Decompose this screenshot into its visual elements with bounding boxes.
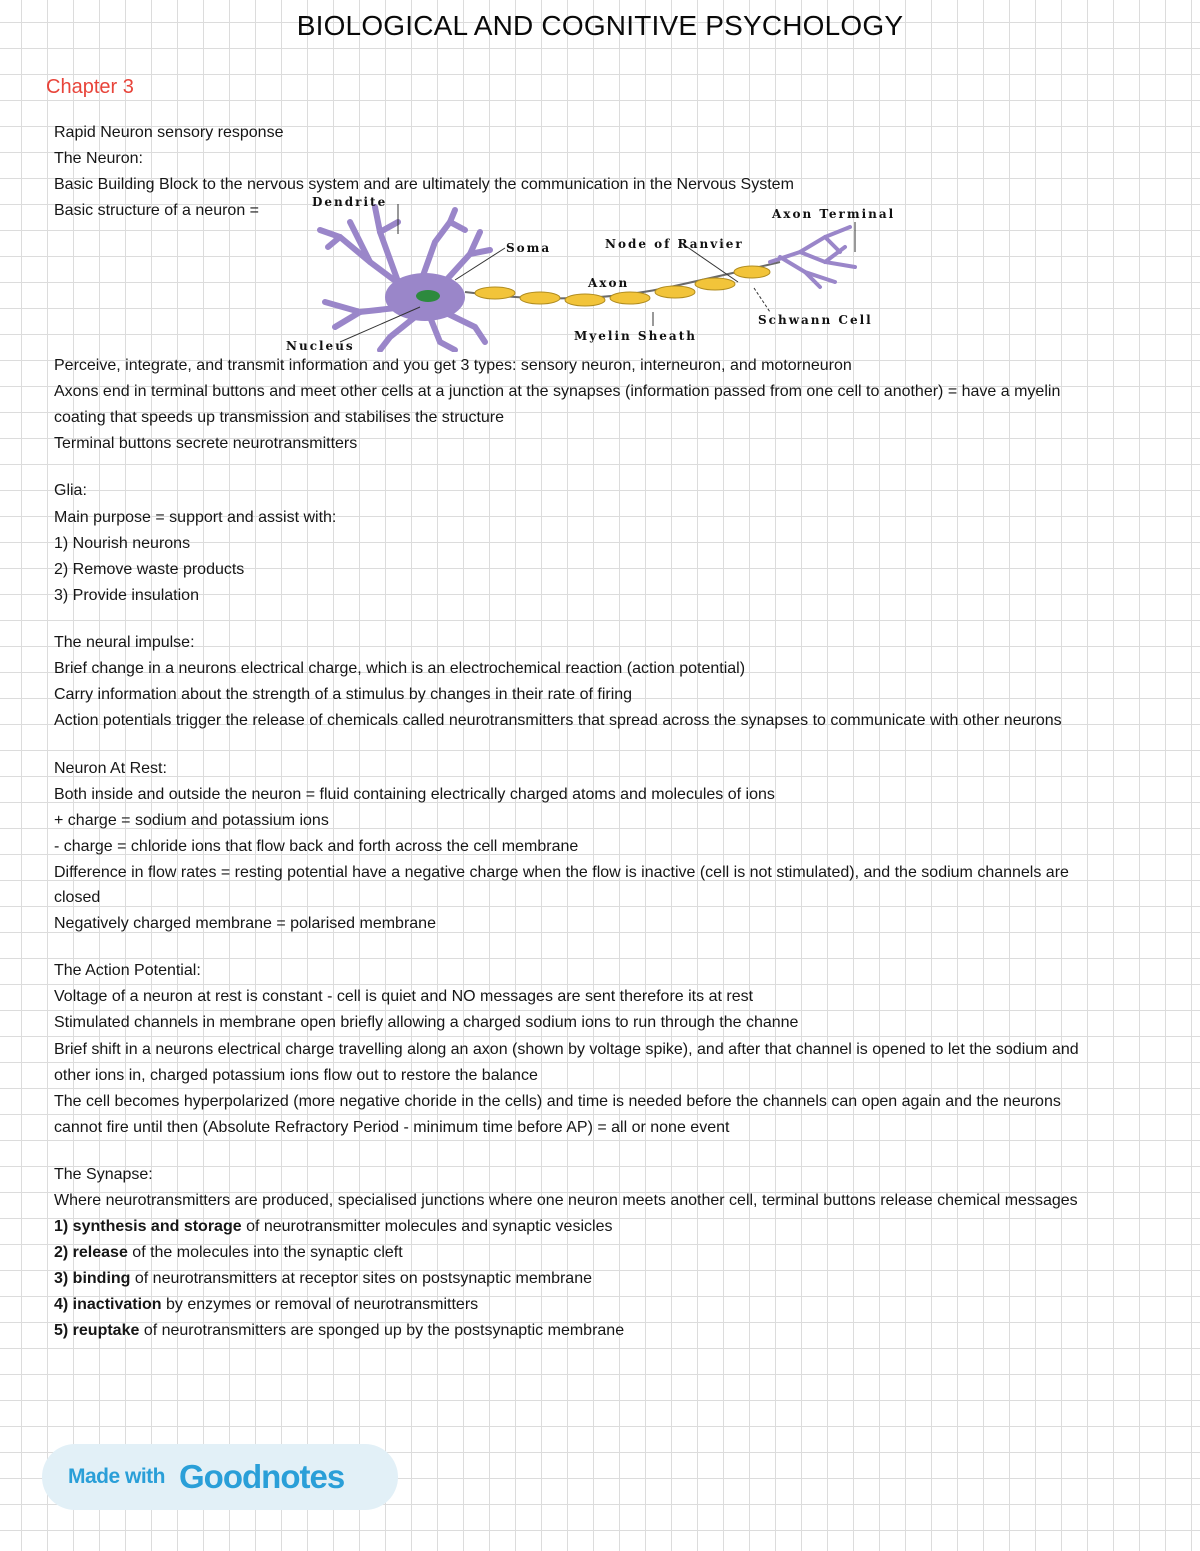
- text-line: Axons end in terminal buttons and meet other cells at a junction at the synapses (information passed from one cell to another) = have a myelin: [54, 383, 1061, 400]
- text-line: The cell becomes hyperpolarized (more negative choride in the cells) and time is needed before the channels can open again and the neurons: [54, 1093, 1061, 1110]
- list-item-desc: by enzymes or removal of neurotransmitters: [161, 1296, 479, 1313]
- text-line: Difference in flow rates = resting potential have a negative charge when the flow is inactive (cell is not stimulated), and the sodium channels are: [54, 864, 1069, 881]
- text-line: Negatively charged membrane = polarised membrane: [54, 915, 436, 932]
- text-line: Both inside and outside the neuron = fluid containing electrically charged atoms and molecules of ions: [54, 786, 775, 803]
- nucleus: [416, 290, 440, 302]
- text-line: Action potentials trigger the release of chemicals called neurotransmitters that spread across the synapses to communicate with other neurons: [54, 712, 1062, 729]
- list-item-desc: of the molecules into the synaptic cleft: [127, 1244, 403, 1261]
- text-line: Voltage of a neuron at rest is constant - cell is quiet and NO messages are sent therefore its at rest: [54, 988, 754, 1005]
- text-line: Stimulated channels in membrane open briefly allowing a charged sodium ions to run through the channe: [54, 1014, 799, 1031]
- text-line: Brief change in a neurons electrical charge, which is an electrochemical reaction (action potential): [54, 660, 746, 677]
- list-item: [54, 1243, 403, 1263]
- text-line: Rapid Neuron sensory response: [54, 124, 284, 141]
- list-item-desc: of neurotransmitters are sponged up by the postsynaptic membrane: [139, 1322, 625, 1339]
- list-item-term: 1) synthesis and storage: [54, 1218, 242, 1235]
- section-heading-glia: Glia:: [54, 482, 87, 499]
- list-item-term: 2) release: [54, 1244, 128, 1261]
- neuron-diagram: [280, 192, 940, 352]
- text-line: Brief shift in a neurons electrical charge travelling along an axon (shown by voltage spike), and after that channel is opened to let the sodium and: [54, 1041, 1079, 1058]
- label-axon: Axon: [588, 276, 630, 290]
- text-line: Terminal buttons secrete neurotransmitters: [54, 435, 358, 452]
- section-heading-synapse: The Synapse:: [54, 1166, 153, 1183]
- list-item: [54, 1217, 612, 1237]
- text-line: cannot fire until then (Absolute Refractory Period - minimum time before AP) = all or none event: [54, 1119, 730, 1136]
- text-line: Basic Building Block to the nervous system and are ultimately the communication in the Nervous System: [54, 176, 794, 193]
- list-item-desc: of neurotransmitters at receptor sites on postsynaptic membrane: [130, 1270, 592, 1287]
- badge-prefix: Made with: [68, 1465, 166, 1488]
- list-item: 2) Remove waste products: [54, 561, 245, 578]
- axon-terminals: [770, 227, 855, 287]
- text-line: Carry information about the strength of a stimulus by changes in their rate of firing: [54, 686, 633, 703]
- section-heading-action-potential: The Action Potential:: [54, 962, 201, 979]
- label-schwann-cell: Schwann Cell: [758, 313, 873, 327]
- text-line: Perceive, integrate, and transmit information and you get 3 types: sensory neuron, interneuron, and motorneuron: [54, 357, 852, 374]
- list-item-term: 3) binding: [54, 1270, 131, 1287]
- text-line: Where neurotransmitters are produced, specialised junctions where one neuron meets another cell, terminal buttons release chemical messages: [54, 1192, 1078, 1209]
- chapter-heading: Chapter 3: [46, 76, 134, 98]
- section-heading-neuron: The Neuron:: [54, 150, 143, 167]
- label-nucleus: Nucleus: [286, 339, 355, 352]
- section-heading-neuron-at-rest: Neuron At Rest:: [54, 760, 167, 777]
- text-line: other ions in, charged potassium ions flow out to restore the balance: [54, 1067, 538, 1084]
- text-line: + charge = sodium and potassium ions: [54, 812, 329, 829]
- label-dendrite: Dendrite: [312, 195, 388, 209]
- text-line: Main purpose = support and assist with:: [54, 509, 337, 526]
- label-axon-terminal: Axon Terminal: [772, 207, 896, 221]
- goodnotes-badge[interactable]: [42, 1444, 398, 1510]
- list-item-term: 4) inactivation: [54, 1296, 162, 1313]
- text-line: - charge = chloride ions that flow back and forth across the cell membrane: [54, 838, 579, 855]
- page-title: BIOLOGICAL AND COGNITIVE PSYCHOLOGY: [296, 10, 904, 41]
- list-item: [54, 1269, 592, 1289]
- list-item: 3) Provide insulation: [54, 587, 199, 604]
- label-soma: Soma: [506, 241, 552, 255]
- list-item-desc: of neurotransmitter molecules and synaptic vesicles: [241, 1218, 613, 1235]
- text-line: closed: [54, 889, 101, 906]
- text-line: coating that speeds up transmission and stabilises the structure: [54, 409, 505, 426]
- label-myelin-sheath: Myelin Sheath: [574, 329, 697, 343]
- text-line: Basic structure of a neuron =: [54, 202, 259, 219]
- list-item: [54, 1321, 624, 1341]
- list-item-term: 5) reuptake: [54, 1322, 140, 1339]
- list-item: [54, 1295, 478, 1315]
- list-item: 1) Nourish neurons: [54, 535, 191, 552]
- section-heading-neural-impulse: The neural impulse:: [54, 634, 195, 651]
- label-node-of-ranvier: Node of Ranvier: [605, 237, 744, 251]
- goodnotes-logo: Goodnotes: [179, 1458, 345, 1495]
